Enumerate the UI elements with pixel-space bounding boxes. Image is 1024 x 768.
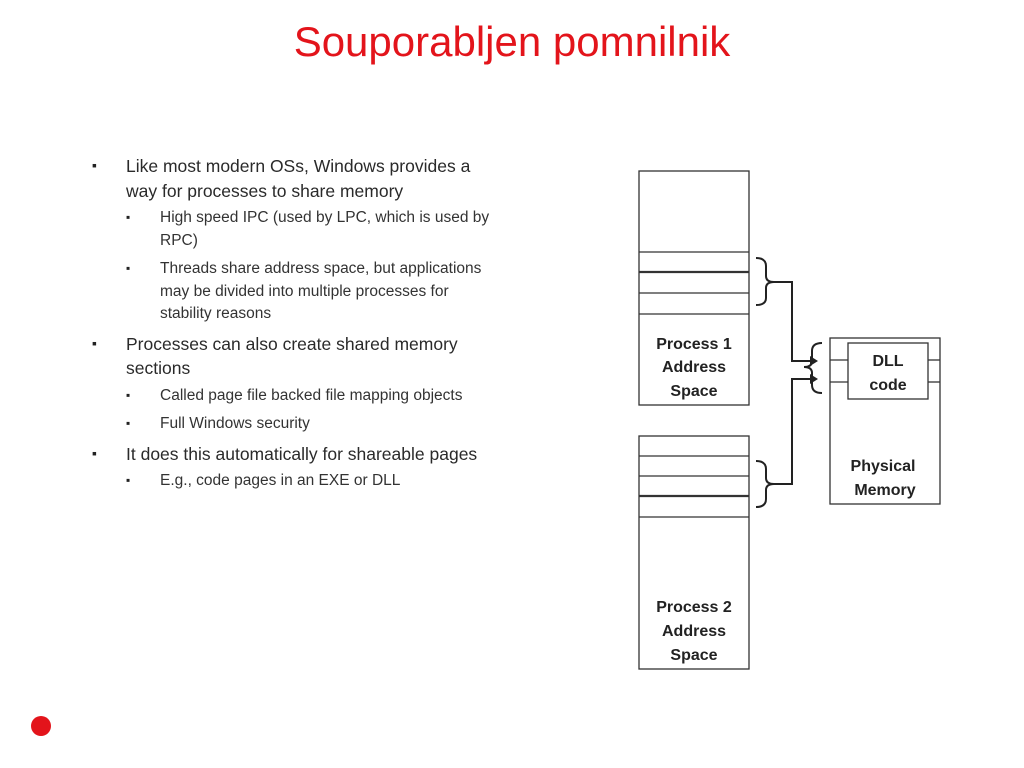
bullet-text: Like most modern OSs, Windows provides a way for processes to share memory bbox=[126, 156, 471, 201]
sub-bullet-list bbox=[126, 385, 492, 436]
sub-bullet-item: ▪ High speed IPC (used by LPC, which is used by RPC) bbox=[126, 207, 492, 252]
sub-bullet-list bbox=[126, 207, 492, 326]
bullet-item bbox=[92, 154, 492, 326]
process1-label: Space bbox=[670, 383, 718, 400]
bullet-list bbox=[92, 152, 492, 499]
process2-label: Process 2 bbox=[656, 599, 732, 616]
red-dot-marker bbox=[31, 716, 51, 736]
bullet-text: It does this automatically for shareable pages bbox=[126, 443, 478, 464]
bullet-item bbox=[92, 332, 492, 436]
dll-label: code bbox=[869, 377, 907, 394]
physical-memory-label: Physical bbox=[850, 458, 916, 475]
process1-label: Address bbox=[661, 359, 727, 376]
brace-physical bbox=[804, 343, 822, 393]
bullet-text: Processes can also create shared memory sections bbox=[126, 333, 458, 378]
sub-bullet-list bbox=[126, 470, 492, 493]
sub-bullet-item: ▪ Threads share address space, but applications may be divided into multiple processes for stability reasons bbox=[126, 258, 492, 326]
process1-label: Process 1 bbox=[656, 336, 732, 353]
shared-memory-diagram bbox=[600, 160, 960, 680]
sub-bullet-item: ▪ Full Windows security bbox=[126, 413, 492, 436]
dll-label: DLL bbox=[872, 353, 904, 370]
arrow-head bbox=[810, 374, 818, 384]
sub-bullet-item: ▪ E.g., code pages in an EXE or DLL bbox=[126, 470, 492, 493]
arrow-head bbox=[810, 356, 818, 366]
process2-label: Address bbox=[661, 623, 727, 640]
connector-process2 bbox=[774, 379, 810, 484]
connector-process1 bbox=[774, 282, 810, 361]
slide-title: Souporabljen pomnilnik bbox=[293, 18, 731, 65]
bullet-item bbox=[92, 442, 492, 493]
physical-memory-label: Memory bbox=[854, 482, 916, 499]
brace-process1 bbox=[756, 258, 774, 305]
brace-process2 bbox=[756, 461, 774, 507]
sub-bullet-item: ▪ Called page file backed file mapping objects bbox=[126, 385, 492, 408]
process2-label: Space bbox=[670, 647, 718, 664]
